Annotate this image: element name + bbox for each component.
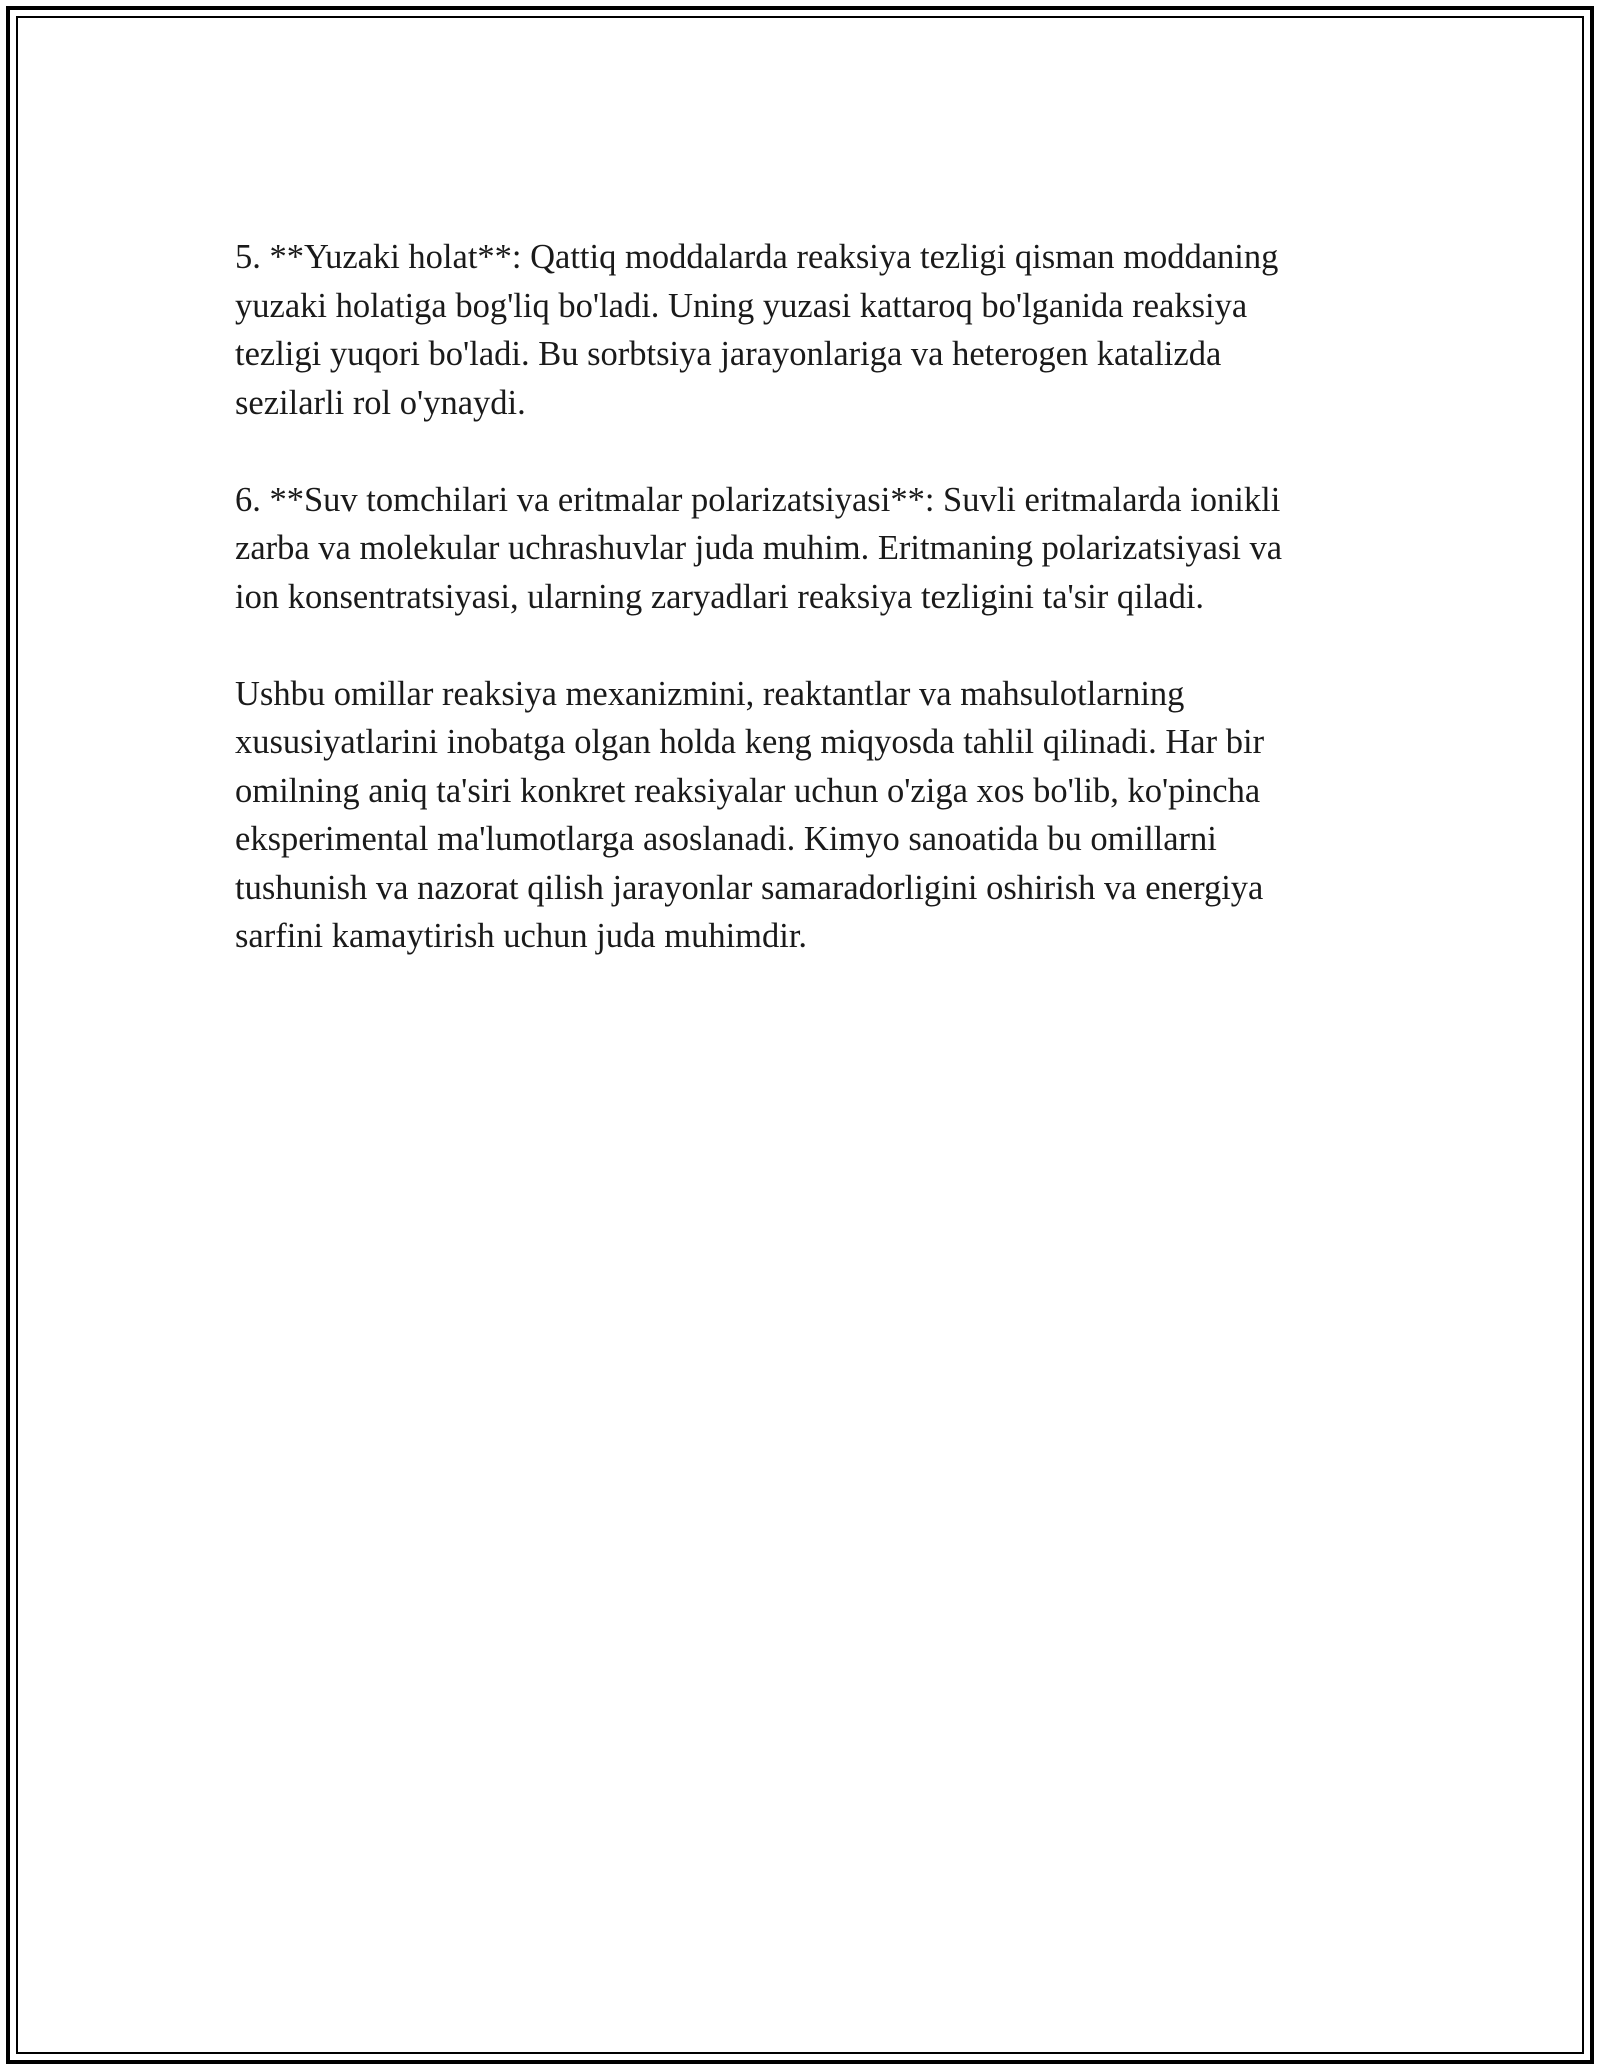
text-line: zarba va molekular uchrashuvlar juda muhim. Eritmaning polarizatsiyasi va [235,529,1283,567]
text-line: yuzaki holatiga bog'liq bo'ladi. Uning yuzasi kattaroq bo'lganida reaksiya [235,286,1248,325]
document-body [235,233,1365,1009]
text-line: Ushbu omillar reaksiya mexanizmini, reaktantlar va mahsulotlarning [235,674,1185,713]
paragraph-conclusion [235,670,1365,961]
text-line: omilning aniq ta'siri konkret reaksiyalar uchun o'ziga xos bo'lib, ko'pincha [235,771,1261,810]
text-line: ion konsentratsiyasi, ularning zaryadlari reaksiya tezligini ta'sir qiladi. [235,577,1205,616]
text-line: eksperimental ma'lumotlarga asoslanadi. Kimyo sanoatida bu omillarni [235,820,1217,858]
text-line: sezilarli rol o'ynaydi. [235,383,526,422]
text-line: 6. **Suv tomchilari va eritmalar polarizatsiyasi**: Suvli eritmalarda ionikli [235,480,1281,519]
text-line: tezligi yuqori bo'ladi. Bu sorbtsiya jarayonlariga va heterogen katalizda [235,335,1222,373]
text-line: 5. **Yuzaki holat**: Qattiq moddalarda reaksiya tezligi qisman moddaning [235,238,1279,276]
text-line: xususiyatlarini inobatga olgan holda keng miqyosda tahlil qilinadi. Har bir [235,723,1265,761]
paragraph-solution-polarization [235,476,1365,622]
paragraph-surface-state [235,233,1365,427]
text-line: sarfini kamaytirish uchun juda muhimdir. [235,917,808,955]
text-line: tushunish va nazorat qilish jarayonlar samaradorligini oshirish va energiya [235,868,1264,907]
